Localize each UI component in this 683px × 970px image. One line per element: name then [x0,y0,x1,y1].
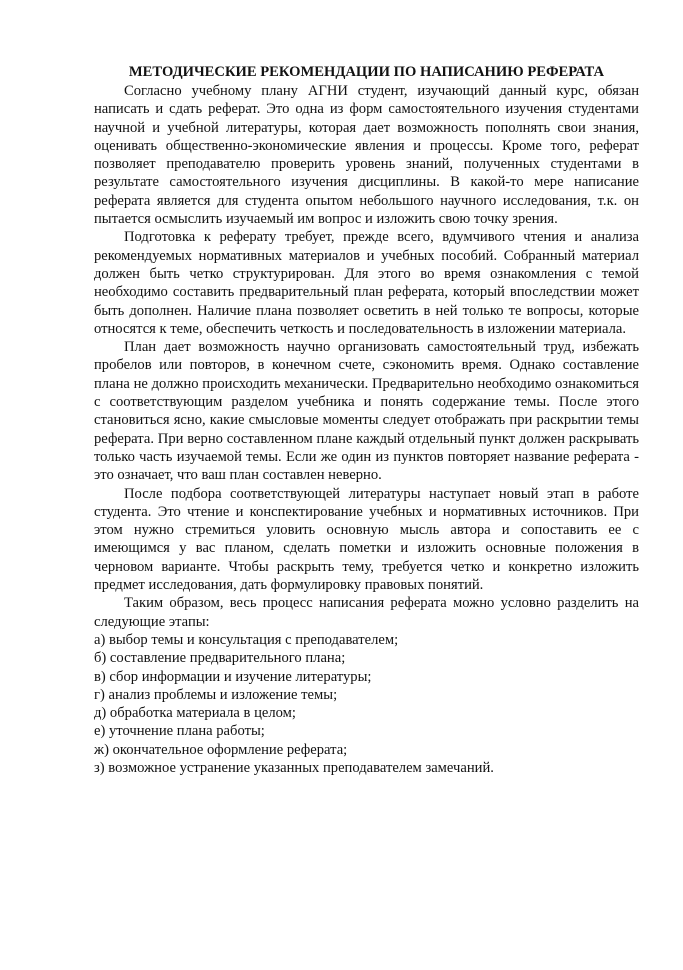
list-item: ж) окончательное оформление реферата; [94,741,348,758]
list-item: е) уточнение плана работы; [94,723,265,740]
list-item: д) обработка материала в целом; [94,705,296,722]
paragraph-preparation: Подготовка к реферату требует, прежде всего, вдумчивого чтения и анализа рекомендуемых нормативных материалов и учебных пособий. Собранный материал должен быть четко структурирован. Для этого во время ознакомления с темой необходимо составить предварительный план реферата, который впоследствии может быть дополнен. Наличие плана позволяет осветить в ней только те вопросы, которые относятся к теме, обеспечить четкость и последовательность в изложении материала. [94,229,639,337]
document-title: МЕТОДИЧЕСКИЕ РЕКОМЕНДАЦИИ ПО НАПИСАНИЮ РЕФЕРАТА [128,64,605,80]
list-item: г) анализ проблемы и изложение темы; [94,686,338,703]
stages-list [94,631,639,777]
paragraph-plan: План дает возможность научно организовать самостоятельный труд, избежать пробелов или повторов, в конечном счете, сэкономить время. Однако составление плана не должно происходить механически. Предварительно необходимо ознакомиться с соответствующим разделом учебника и понять содержание темы. После этого становиться ясно, какие смысловые моменты следует отображать при раскрытии темы реферата. При верно составленном плане каждый отдельный пункт должен раскрывать только часть изучаемой темы. Если же один из пунктов повторяет название реферата - это означает, что ваш план составлен неверно. [94,339,639,484]
list-item: в) сбор информации и изучение литературы; [94,668,372,685]
paragraph-intro: Согласно учебному плану АГНИ студент, изучающий данный курс, обязан написать и сдать реферат. Это одна из форм самостоятельного изучения студентами научной и учебной литературы, которая дает возможность пополнять свои знания, оценивать общественно-экономические явления и процессы. Кроме того, реферат позволяет преподавателю проверить уровень знаний, полученных студентами в результате самостоятельного изучения дисциплины. В какой-то мере написание реферата является для студента опытом небольшого научного исследования, т.к. он пытается осмыслить изучаемый им вопрос и изложить свою точку зрения. [94,83,639,228]
list-item: з) возможное устранение указанных преподавателем замечаний. [94,759,494,776]
list-item: б) составление предварительного плана; [94,650,346,667]
paragraph-literature: После подбора соответствующей литературы наступает новый этап в работе студента. Это чтение и конспектирование учебных и нормативных источников. При этом нужно стремиться уловить основную мысль автора и сопоставить ее с имеющимся у вас планом, сделать пометки и изложить основные положения в черновом варианте. Чтобы раскрыть тему, требуется четко и конкретно изложить предмет исследования, дать формулировку правовых понятий. [94,485,639,594]
list-item: а) выбор темы и консультация с преподавателем; [94,631,399,648]
paragraph-stages-intro: Таким образом, весь процесс написания реферата можно условно разделить на следующие этапы: [94,595,639,630]
document-page [94,62,639,777]
